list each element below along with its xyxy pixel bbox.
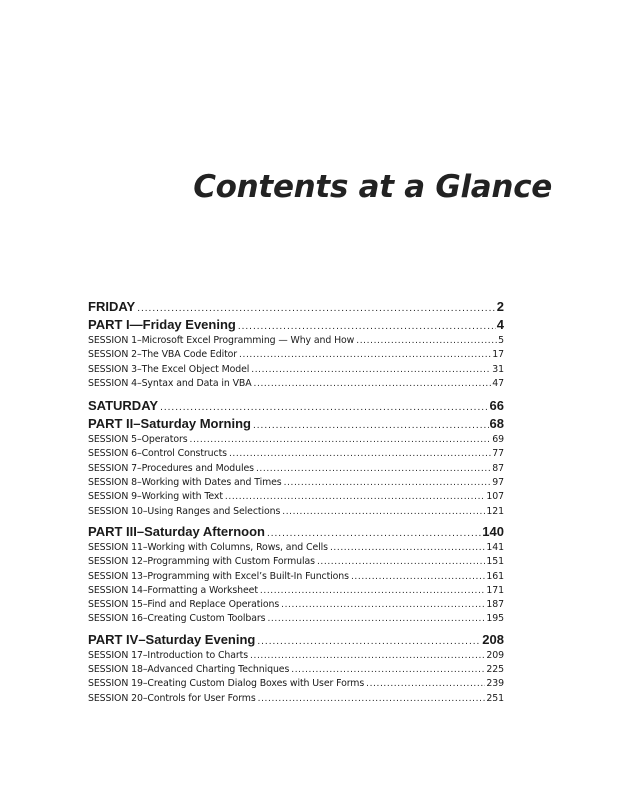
- toc-entry-label: FRIDAY: [88, 299, 136, 314]
- dot-leader: [251, 363, 491, 377]
- dot-leader: [282, 505, 485, 519]
- toc-entry-label: SESSION 1–Microsoft Excel Programming — Why and How: [88, 335, 355, 346]
- toc-page-number: 5: [498, 335, 504, 346]
- page-title: Contents at a Glance: [193, 169, 552, 205]
- dot-leader: [281, 598, 485, 612]
- toc-entry-label: PART II–Saturday Morning: [88, 416, 251, 432]
- toc-entry-label: SESSION 17–Introduction to Charts: [88, 649, 249, 661]
- dot-leader: [254, 377, 492, 391]
- toc-entry-label: SESSION 6–Control Constructs: [88, 448, 227, 460]
- toc-session-19[interactable]: [88, 677, 504, 691]
- toc-entry-label: SESSION 18–Advanced Charting Techniques: [88, 664, 290, 676]
- toc-entry-label: SESSION 9–Working with Text: [88, 491, 223, 503]
- toc-session-16[interactable]: [88, 612, 504, 626]
- dot-leader: [351, 570, 485, 584]
- dot-leader: [284, 476, 492, 490]
- toc-page-number: 195: [486, 613, 504, 625]
- toc-page-number: 151: [486, 556, 504, 568]
- toc-day-friday[interactable]: [88, 298, 504, 316]
- toc-entry-label: SESSION 16–Creating Custom Toolbars: [88, 613, 266, 625]
- dot-leader: [160, 399, 488, 415]
- dot-leader: [291, 663, 485, 677]
- toc-entry-label: SESSION 2–The VBA Code Editor: [88, 349, 238, 361]
- toc-session-5[interactable]: [88, 433, 504, 447]
- dot-leader: [356, 334, 497, 348]
- toc-entry-label: SESSION 5–Operators: [88, 434, 188, 446]
- toc-session-2[interactable]: [88, 348, 504, 362]
- toc-page-number: 87: [492, 462, 504, 474]
- dot-leader: [229, 447, 491, 461]
- toc-part-1[interactable]: [88, 316, 504, 334]
- toc-session-15[interactable]: [88, 598, 504, 612]
- toc-page-number: 97: [492, 477, 504, 489]
- toc-session-17[interactable]: [88, 649, 504, 663]
- toc-entry-label: SATURDAY: [88, 398, 159, 414]
- dot-leader: [190, 433, 492, 447]
- toc-entry-label: SESSION 20–Controls for User Forms: [88, 692, 256, 704]
- toc-session-1[interactable]: [88, 334, 504, 348]
- toc-page-number: 187: [486, 599, 504, 611]
- dot-leader: [257, 633, 481, 649]
- dot-leader: [366, 677, 485, 691]
- toc-page-number: 209: [486, 649, 504, 661]
- dot-leader: [267, 612, 485, 626]
- toc-entry-label: SESSION 11–Working with Columns, Rows, and Cells: [88, 541, 328, 553]
- toc-page-number: 239: [486, 678, 504, 690]
- toc-part-3[interactable]: [88, 523, 504, 541]
- toc-session-11[interactable]: [88, 541, 504, 555]
- toc-session-20[interactable]: [88, 692, 504, 706]
- dot-leader: [260, 584, 485, 598]
- toc-session-10[interactable]: [88, 505, 504, 519]
- toc-page-number: 140: [482, 523, 504, 539]
- dot-leader: [238, 318, 496, 334]
- toc-entry-label: PART IV–Saturday Evening: [88, 631, 256, 647]
- toc-session-9[interactable]: [88, 490, 504, 504]
- toc-page-number: 208: [482, 631, 504, 647]
- toc-day-saturday[interactable]: [88, 397, 504, 415]
- toc-entry-label: SESSION 19–Creating Custom Dialog Boxes with User Forms: [88, 678, 365, 690]
- toc-part-2[interactable]: [88, 415, 504, 433]
- dot-leader: [330, 541, 485, 555]
- toc-entry-label: SESSION 15–Find and Replace Operations: [88, 599, 280, 611]
- toc-page-number: 17: [492, 349, 504, 361]
- dot-leader: [250, 649, 485, 663]
- toc-page-number: 161: [486, 570, 504, 582]
- toc-page-number: 77: [492, 448, 504, 460]
- toc-session-3[interactable]: [88, 363, 504, 377]
- toc-page-number: 107: [486, 491, 504, 503]
- toc-page-number: 66: [489, 398, 504, 414]
- toc-page-number: 141: [486, 541, 504, 553]
- toc-session-18[interactable]: [88, 663, 504, 677]
- dot-leader: [256, 462, 491, 476]
- toc-entry-label: SESSION 4–Syntax and Data in VBA: [88, 377, 252, 389]
- toc-page-number: 251: [486, 692, 504, 704]
- toc-page-number: 2: [496, 299, 504, 314]
- dot-leader: [317, 555, 485, 569]
- table-of-contents: [88, 298, 504, 706]
- toc-entry-label: SESSION 14–Formatting a Worksheet: [88, 584, 258, 596]
- toc-entry-label: SESSION 12–Programming with Custom Formulas: [88, 556, 315, 568]
- toc-session-7[interactable]: [88, 462, 504, 476]
- toc-part-4[interactable]: [88, 631, 504, 649]
- toc-session-8[interactable]: [88, 476, 504, 490]
- toc-page-number: 68: [489, 416, 504, 432]
- dot-leader: [267, 525, 481, 541]
- toc-page-number: 171: [486, 584, 504, 596]
- dot-leader: [137, 300, 496, 316]
- toc-entry-label: SESSION 8–Working with Dates and Times: [88, 477, 282, 489]
- toc-entry-label: PART I—Friday Evening: [88, 317, 236, 332]
- toc-page-number: 47: [492, 377, 504, 389]
- toc-page-number: 69: [492, 434, 504, 446]
- toc-entry-label: SESSION 10–Using Ranges and Selections: [88, 505, 281, 517]
- toc-session-13[interactable]: [88, 570, 504, 584]
- dot-leader: [239, 348, 491, 362]
- toc-page-number: 121: [486, 505, 504, 517]
- toc-entry-label: PART III–Saturday Afternoon: [88, 523, 265, 539]
- toc-page-number: 31: [492, 363, 504, 375]
- dot-leader: [258, 692, 486, 706]
- toc-session-12[interactable]: [88, 555, 504, 569]
- toc-page-number: 225: [486, 664, 504, 676]
- toc-entry-label: SESSION 13–Programming with Excel’s Built-In Functions: [88, 570, 349, 582]
- toc-entry-label: SESSION 3–The Excel Object Model: [88, 363, 250, 375]
- toc-session-6[interactable]: [88, 447, 504, 461]
- toc-session-14[interactable]: [88, 584, 504, 598]
- toc-page-number: 4: [496, 317, 504, 332]
- dot-leader: [225, 490, 485, 504]
- toc-entry-label: SESSION 7–Procedures and Modules: [88, 462, 254, 474]
- toc-session-4[interactable]: [88, 377, 504, 391]
- dot-leader: [253, 417, 489, 433]
